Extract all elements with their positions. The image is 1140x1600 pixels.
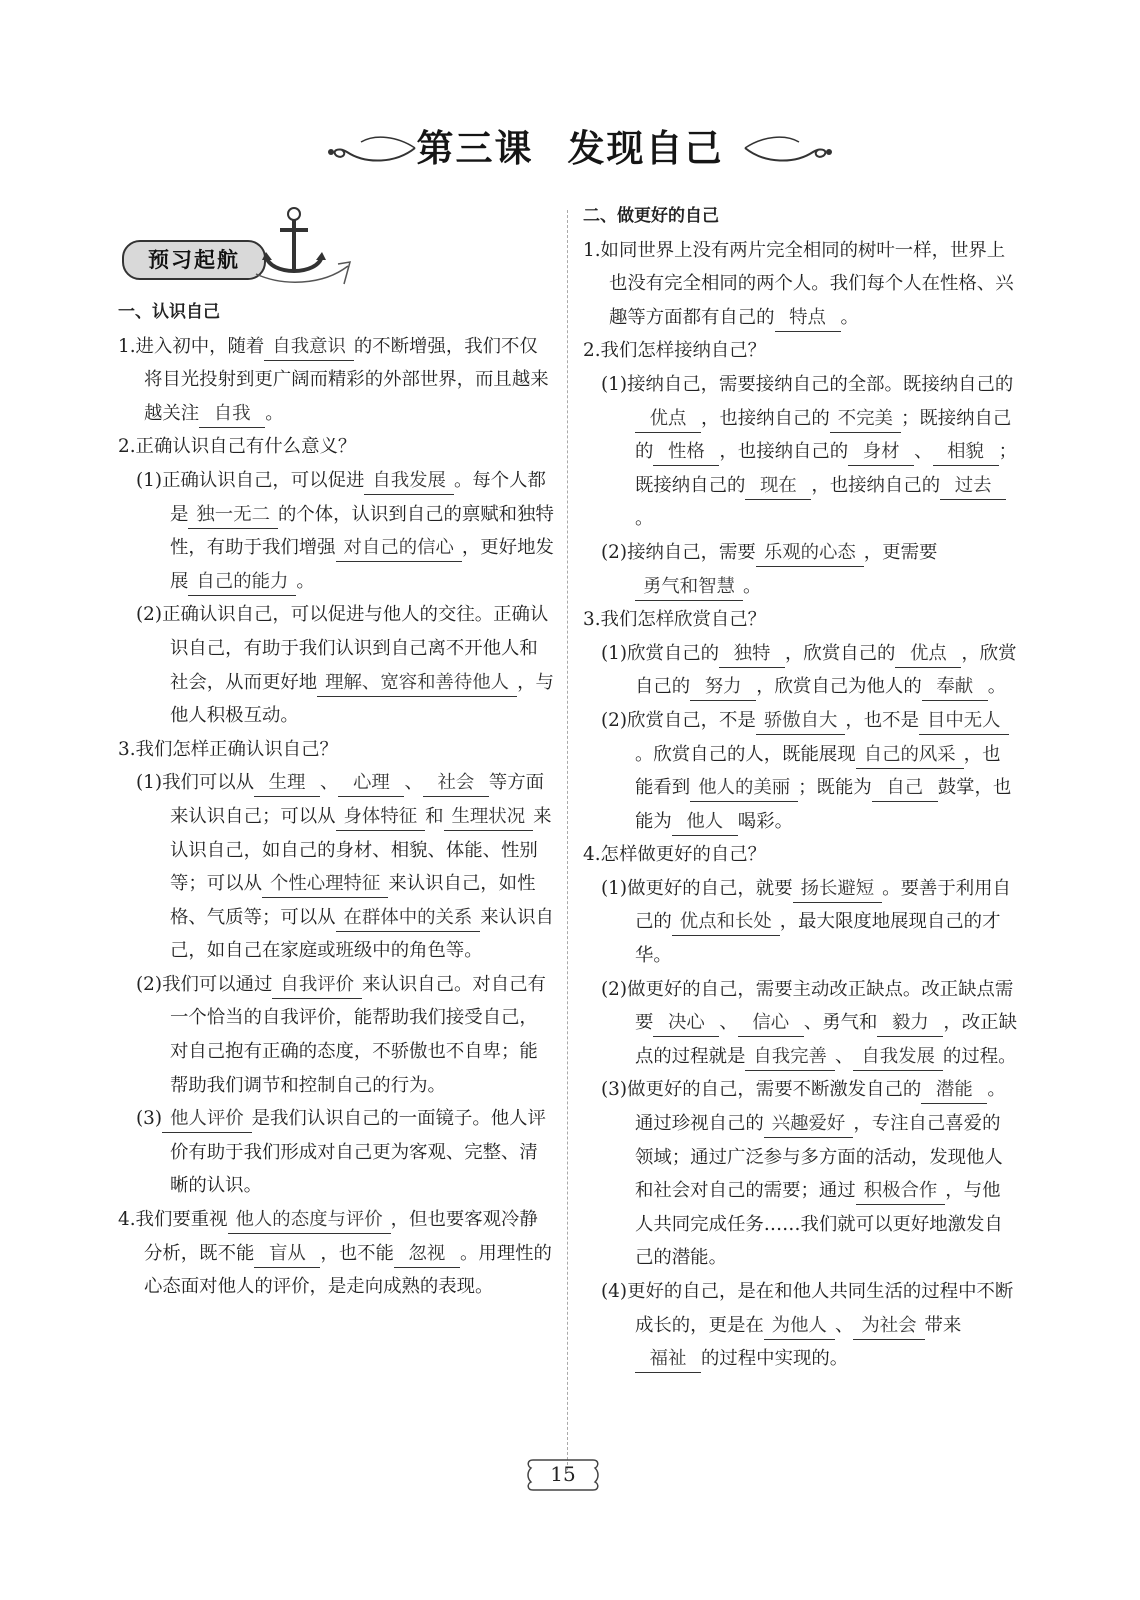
answer-blank[interactable]: 身材 [848,439,914,466]
answer-blank[interactable]: 目中无人 [919,708,1009,735]
answer-blank[interactable]: 忽视 [394,1241,460,1268]
answer-blank[interactable]: 优点和长处 [672,909,780,936]
answer-blank[interactable]: 努力 [690,674,756,701]
question-1: 1.进入初中，随着 自我意识 的不断增强，我们不仅将目光投射到更广阔而精彩的外部世界，而且越来越关注 自我 。 [118,330,554,431]
answer-blank[interactable]: 他人 [672,809,738,836]
answer-blank[interactable]: 独一无二 [188,502,278,529]
sub-answer: (3) 他人评价 是我们认识自己的一面镜子。他人评价有助于我们形成对自己更为客观、完整、清晰的认识。 [136,1108,546,1197]
answer-blank[interactable]: 自我评价 [272,972,362,999]
section-heading: 二、做更好的自己 [583,206,719,226]
answer-blank[interactable]: 毅力 [877,1010,943,1037]
answer-blank[interactable]: 他人的美丽 [690,775,798,802]
answer-blank[interactable]: 独特 [719,641,785,668]
answer-blank[interactable]: 现在 [745,473,811,500]
sub-answer: (1)正确认识自己，可以促进 自我发展 。每个人都是 独一无二 的个体，认识到自己的禀赋和独特性，有助于我们增强 对自己的信心 ，更好地发展 自己的能力 。 [118,464,554,598]
sub-answer: (4)更好的自己，是在和他人共同生活的过程中不断成长的，更是在 为他人 、 为社会 带来福祉 的过程中实现的。 [583,1275,1017,1376]
column-divider [567,210,568,1470]
left-column [118,200,554,1304]
answer-blank[interactable]: 为社会 [853,1313,924,1340]
sub-answer: (2)我们可以通过 自我评价 来认识自己。对自己有一个恰当的自我评价，能帮助我们接受自己，对自己抱有正确的态度，不骄傲也不自卑；能帮助我们调节和控制自己的行为。 [136,973,546,1096]
answer-blank[interactable]: 信心 [738,1010,804,1037]
answer-blank[interactable]: 乐观的心态 [756,540,864,567]
answer-blank[interactable]: 对自己的信心 [336,535,462,562]
question-2: 2.正确认识自己有什么意义？ [118,436,357,458]
answer-blank[interactable]: 自我 [199,401,265,428]
answer-blank[interactable]: 为他人 [764,1313,835,1340]
sub-answer: (2)做更好的自己，需要主动改正缺点。改正缺点需要 决心 、 信心 、勇气和 毅力 ，改正缺点的过程就是 自我完善 、 自我发展 的过程。 [583,973,1017,1074]
answer-blank[interactable]: 优点 [895,641,961,668]
right-column [583,200,1017,1376]
answer-blank[interactable]: 决心 [653,1010,719,1037]
sub-answer: (1)欣赏自己的 独特 ，欣赏自己的 优点 ，欣赏自己的 努力 ，欣赏自己为他人的 奉献 。 [583,637,1017,704]
answer-blank[interactable]: 过去 [940,473,1006,500]
answer-blank[interactable]: 身体特征 [336,804,426,831]
sub-answer: (2)正确认识自己，可以促进与他人的交往。正确认识自己，有助于我们认识到自己离不开他人和社会，从而更好地 理解、宽容和善待他人 ，与他人积极互动。 [136,604,554,727]
answer-blank[interactable]: 潜能 [921,1077,987,1104]
question-2: 2.我们怎样接纳自己？ [583,340,767,362]
lesson-name: 发现自己 [567,127,724,170]
answer-blank[interactable]: 性格 [653,439,719,466]
answer-blank[interactable]: 盲从 [254,1241,320,1268]
sub-answer: (1)我们可以从 生理 、 心理 、 社会 等方面来认识自己；可以从 身体特征 和 生理状况 来认识自己，如自己的身材、相貌、体能、性别等；可以从 个性心理特征 来认识自己，如性格、气质等；可以从 在群体中的关系 来认识自己，如自己在家庭或班级中的角色等。 [136,772,554,962]
answer-blank[interactable]: 骄傲自大 [756,708,846,735]
anchor-icon [252,204,352,288]
answer-blank[interactable]: 优点 [635,406,701,433]
answer-blank[interactable]: 理解、宽容和善待他人 [317,670,517,697]
preview-badge [122,200,554,296]
answer-blank[interactable]: 自己 [872,775,938,802]
answer-blank[interactable]: 他人的态度与评价 [228,1207,391,1234]
answer-blank[interactable]: 自我发展 [364,468,454,495]
answer-blank[interactable]: 积极合作 [856,1178,946,1205]
answer-blank[interactable]: 自己的能力 [188,569,296,596]
sub-answer: (2)欣赏自己，不是 骄傲自大 ，也不是 目中无人。欣赏自己的人，既能展现 自己的风采 ，也能看到 他人的美丽 ；既能为 自己 鼓掌，也能为 他人 喝彩。 [583,704,1017,838]
answer-blank[interactable]: 心理 [338,770,404,797]
question-4: 4.怎样做更好的自己？ [583,844,767,866]
preview-badge-label: 预习起航 [122,240,266,280]
answer-blank[interactable]: 特点 [775,305,841,332]
section-heading: 一、认识自己 [118,302,220,322]
question-4: 4.我们要重视 他人的态度与评价 ，但也要客观冷静分析，既不能 盲从 ，也不能 忽视 。用理性的心态面对他人的评价，是走向成熟的表现。 [118,1209,552,1298]
answer-blank[interactable]: 不完美 [830,406,901,433]
answer-blank[interactable]: 生理 [254,770,320,797]
answer-blank[interactable]: 勇气和智慧 [635,574,743,601]
sub-answer: (2)接纳自己，需要 乐观的心态 ，更需要勇气和智慧 。 [583,536,1017,603]
question-3: 3.我们怎样欣赏自己？ [583,609,767,631]
sub-answer: (1)接纳自己，需要接纳自己的全部。既接纳自己的优点 ，也接纳自己的 不完美 ；既接纳自己的 性格 ，也接纳自己的 身材 、 相貌 ；既接纳自己的 现在 ，也接纳自己的 过去。 [601,373,1017,530]
answer-blank[interactable]: 奉献 [922,674,988,701]
page-number: 15 [550,1462,576,1486]
lesson-number: 第三课 [416,127,534,170]
title-ornament-right-icon [740,128,835,168]
answer-blank[interactable]: 兴趣爱好 [764,1111,854,1138]
question-1: 1.如同世界上没有两片完全相同的树叶一样，世界上也没有完全相同的两个人。我们每个人在性格、兴趣等方面都有自己的 特点 。 [583,234,1017,335]
question-3: 3.我们怎样正确认识自己？ [118,738,338,760]
answer-blank[interactable]: 相貌 [933,439,999,466]
answer-blank[interactable]: 个性心理特征 [262,871,388,898]
answer-blank[interactable]: 自我完善 [745,1044,835,1071]
answer-blank[interactable]: 扬长避短 [793,876,883,903]
answer-blank[interactable]: 自我意识 [264,334,354,361]
page-title [0,118,1140,172]
answer-blank[interactable]: 生理状况 [444,804,534,831]
answer-blank[interactable]: 自我发展 [853,1044,943,1071]
answer-blank[interactable]: 他人评价 [162,1106,252,1133]
sub-answer: (3)做更好的自己，需要不断激发自己的 潜能 。通过珍视自己的 兴趣爱好 ，专注自己喜爱的领域；通过广泛参与多方面的活动，发现他人和社会对自己的需要；通过 积极合作 ，与他人共同完成任务……我们就可以更好地激发自己的潜能。 [601,1079,1006,1269]
answer-blank[interactable]: 社会 [423,770,489,797]
sub-answer: (1)做更好的自己，就要 扬长避短 。要善于利用自己的 优点和长处 ，最大限度地展现自己的才华。 [601,877,1011,967]
answer-blank[interactable]: 在群体中的关系 [336,905,481,932]
answer-blank[interactable]: 自己的风采 [856,742,964,769]
answer-blank[interactable]: 福祉 [635,1346,701,1373]
